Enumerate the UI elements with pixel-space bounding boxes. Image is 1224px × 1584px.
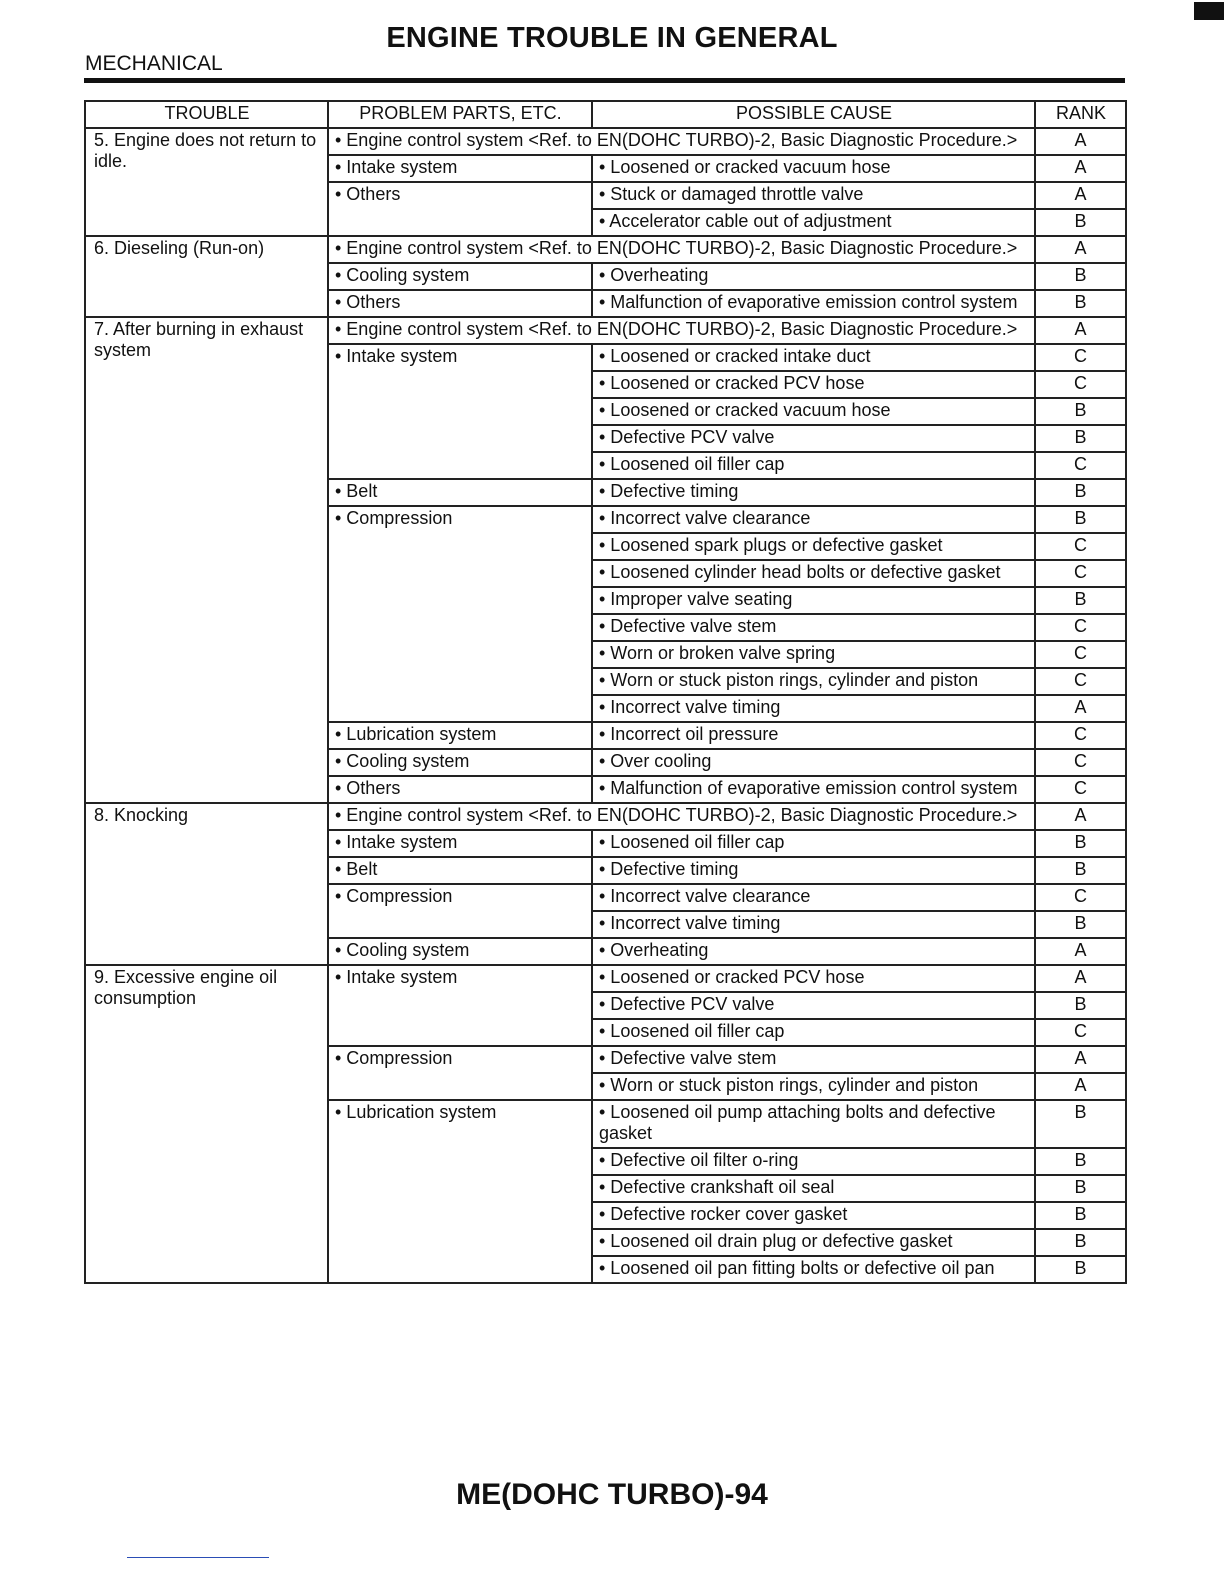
- possible-cause-cell: • Incorrect valve clearance: [592, 884, 1035, 911]
- possible-cause-cell: • Loosened or cracked vacuum hose: [592, 398, 1035, 425]
- rank-cell: A: [1035, 1046, 1126, 1073]
- possible-cause-cell: • Loosened oil filler cap: [592, 830, 1035, 857]
- problem-part-cell: • Others: [328, 290, 592, 317]
- problem-part-cell: • Engine control system <Ref. to EN(DOHC TURBO)-2, Basic Diagnostic Procedure.>: [328, 128, 1035, 155]
- rank-cell: B: [1035, 830, 1126, 857]
- possible-cause-cell: • Defective crankshaft oil seal: [592, 1175, 1035, 1202]
- possible-cause-cell: • Defective rocker cover gasket: [592, 1202, 1035, 1229]
- trouble-cell: 8. Knocking: [85, 803, 328, 965]
- rank-cell: C: [1035, 641, 1126, 668]
- rank-cell: C: [1035, 452, 1126, 479]
- rank-cell: B: [1035, 290, 1126, 317]
- problem-part-cell: • Engine control system <Ref. to EN(DOHC TURBO)-2, Basic Diagnostic Procedure.>: [328, 236, 1035, 263]
- possible-cause-cell: • Malfunction of evaporative emission control system: [592, 776, 1035, 803]
- possible-cause-cell: • Defective timing: [592, 857, 1035, 884]
- possible-cause-cell: • Loosened oil pan fitting bolts or defective oil pan: [592, 1256, 1035, 1283]
- rank-cell: A: [1035, 695, 1126, 722]
- possible-cause-cell: • Loosened oil pump attaching bolts and defective gasket: [592, 1100, 1035, 1148]
- problem-part-cell: • Intake system: [328, 155, 592, 182]
- possible-cause-cell: • Loosened or cracked PCV hose: [592, 965, 1035, 992]
- problem-part-cell: • Others: [328, 182, 592, 236]
- rank-cell: B: [1035, 1100, 1126, 1148]
- rank-cell: B: [1035, 1256, 1126, 1283]
- rank-cell: A: [1035, 803, 1126, 830]
- footer-link-rule: [127, 1557, 269, 1558]
- possible-cause-cell: • Incorrect valve timing: [592, 695, 1035, 722]
- section-label: MECHANICAL: [85, 52, 223, 75]
- rank-cell: B: [1035, 263, 1126, 290]
- possible-cause-cell: • Defective oil filter o-ring: [592, 1148, 1035, 1175]
- possible-cause-cell: • Loosened oil filler cap: [592, 1019, 1035, 1046]
- rank-cell: B: [1035, 911, 1126, 938]
- possible-cause-cell: • Stuck or damaged throttle valve: [592, 182, 1035, 209]
- problem-part-cell: • Intake system: [328, 830, 592, 857]
- possible-cause-cell: • Defective PCV valve: [592, 425, 1035, 452]
- possible-cause-cell: • Loosened oil drain plug or defective gasket: [592, 1229, 1035, 1256]
- table-row: [85, 128, 1126, 155]
- problem-part-cell: • Others: [328, 776, 592, 803]
- page-number: ME(DOHC TURBO)-94: [456, 1478, 768, 1511]
- page-title: ENGINE TROUBLE IN GENERAL: [386, 22, 838, 54]
- possible-cause-cell: • Improper valve seating: [592, 587, 1035, 614]
- problem-part-cell: • Engine control system <Ref. to EN(DOHC TURBO)-2, Basic Diagnostic Procedure.>: [328, 317, 1035, 344]
- possible-cause-cell: • Incorrect valve clearance: [592, 506, 1035, 533]
- rank-cell: C: [1035, 668, 1126, 695]
- rank-cell: B: [1035, 1175, 1126, 1202]
- rank-cell: C: [1035, 533, 1126, 560]
- possible-cause-cell: • Loosened or cracked intake duct: [592, 344, 1035, 371]
- rank-cell: A: [1035, 236, 1126, 263]
- possible-cause-cell: • Incorrect valve timing: [592, 911, 1035, 938]
- rank-cell: B: [1035, 857, 1126, 884]
- trouble-cell: 6. Dieseling (Run-on): [85, 236, 328, 317]
- possible-cause-cell: • Defective valve stem: [592, 1046, 1035, 1073]
- problem-part-cell: • Cooling system: [328, 263, 592, 290]
- problem-part-cell: • Compression: [328, 884, 592, 938]
- rank-cell: C: [1035, 722, 1126, 749]
- rank-cell: B: [1035, 1148, 1126, 1175]
- possible-cause-cell: • Overheating: [592, 263, 1035, 290]
- table-row: [85, 965, 1126, 992]
- column-header-possible-cause: POSSIBLE CAUSE: [592, 101, 1035, 128]
- rank-cell: B: [1035, 587, 1126, 614]
- trouble-table: [84, 100, 1127, 1284]
- possible-cause-cell: • Worn or stuck piston rings, cylinder and piston: [592, 1073, 1035, 1100]
- rank-cell: C: [1035, 776, 1126, 803]
- rank-cell: A: [1035, 182, 1126, 209]
- table-row: [85, 803, 1126, 830]
- rank-cell: A: [1035, 938, 1126, 965]
- problem-part-cell: • Intake system: [328, 965, 592, 1046]
- possible-cause-cell: • Incorrect oil pressure: [592, 722, 1035, 749]
- rank-cell: A: [1035, 965, 1126, 992]
- rank-cell: A: [1035, 317, 1126, 344]
- trouble-cell: 9. Excessive engine oil consumption: [85, 965, 328, 1283]
- trouble-cell: 7. After burning in exhaust system: [85, 317, 328, 803]
- rank-cell: C: [1035, 884, 1126, 911]
- rank-cell: C: [1035, 614, 1126, 641]
- rank-cell: C: [1035, 344, 1126, 371]
- column-header-trouble: TROUBLE: [85, 101, 328, 128]
- possible-cause-cell: • Loosened oil filler cap: [592, 452, 1035, 479]
- rank-cell: C: [1035, 560, 1126, 587]
- possible-cause-cell: • Overheating: [592, 938, 1035, 965]
- problem-part-cell: • Lubrication system: [328, 1100, 592, 1283]
- problem-part-cell: • Intake system: [328, 344, 592, 479]
- rank-cell: B: [1035, 1229, 1126, 1256]
- possible-cause-cell: • Over cooling: [592, 749, 1035, 776]
- rank-cell: B: [1035, 479, 1126, 506]
- rank-cell: B: [1035, 209, 1126, 236]
- header-row: [85, 101, 1126, 128]
- problem-part-cell: • Lubrication system: [328, 722, 592, 749]
- possible-cause-cell: • Worn or stuck piston rings, cylinder and piston: [592, 668, 1035, 695]
- possible-cause-cell: • Accelerator cable out of adjustment: [592, 209, 1035, 236]
- possible-cause-cell: • Loosened spark plugs or defective gasket: [592, 533, 1035, 560]
- problem-part-cell: • Cooling system: [328, 749, 592, 776]
- table-header: [85, 101, 1126, 128]
- rank-cell: A: [1035, 155, 1126, 182]
- possible-cause-cell: • Defective timing: [592, 479, 1035, 506]
- problem-part-cell: • Compression: [328, 1046, 592, 1100]
- possible-cause-cell: • Defective PCV valve: [592, 992, 1035, 1019]
- trouble-cell: 5. Engine does not return to idle.: [85, 128, 328, 236]
- rank-cell: A: [1035, 1073, 1126, 1100]
- column-header-problem-parts: PROBLEM PARTS, ETC.: [328, 101, 592, 128]
- possible-cause-cell: • Loosened cylinder head bolts or defective gasket: [592, 560, 1035, 587]
- rank-cell: B: [1035, 425, 1126, 452]
- problem-part-cell: • Compression: [328, 506, 592, 722]
- rank-cell: C: [1035, 1019, 1126, 1046]
- problem-part-cell: • Engine control system <Ref. to EN(DOHC TURBO)-2, Basic Diagnostic Procedure.>: [328, 803, 1035, 830]
- rank-cell: B: [1035, 398, 1126, 425]
- rank-cell: B: [1035, 992, 1126, 1019]
- possible-cause-cell: • Worn or broken valve spring: [592, 641, 1035, 668]
- problem-part-cell: • Belt: [328, 857, 592, 884]
- table-row: [85, 236, 1126, 263]
- problem-part-cell: • Cooling system: [328, 938, 592, 965]
- problem-part-cell: • Belt: [328, 479, 592, 506]
- rank-cell: A: [1035, 128, 1126, 155]
- column-header-rank: RANK: [1035, 101, 1126, 128]
- rank-cell: B: [1035, 506, 1126, 533]
- table-row: [85, 317, 1126, 344]
- rank-cell: C: [1035, 371, 1126, 398]
- rank-cell: B: [1035, 1202, 1126, 1229]
- corner-tab-mark: [1194, 2, 1224, 20]
- table-body: [85, 128, 1126, 1283]
- rank-cell: C: [1035, 749, 1126, 776]
- possible-cause-cell: • Loosened or cracked PCV hose: [592, 371, 1035, 398]
- header-rule: [84, 78, 1125, 83]
- possible-cause-cell: • Defective valve stem: [592, 614, 1035, 641]
- possible-cause-cell: • Loosened or cracked vacuum hose: [592, 155, 1035, 182]
- possible-cause-cell: • Malfunction of evaporative emission control system: [592, 290, 1035, 317]
